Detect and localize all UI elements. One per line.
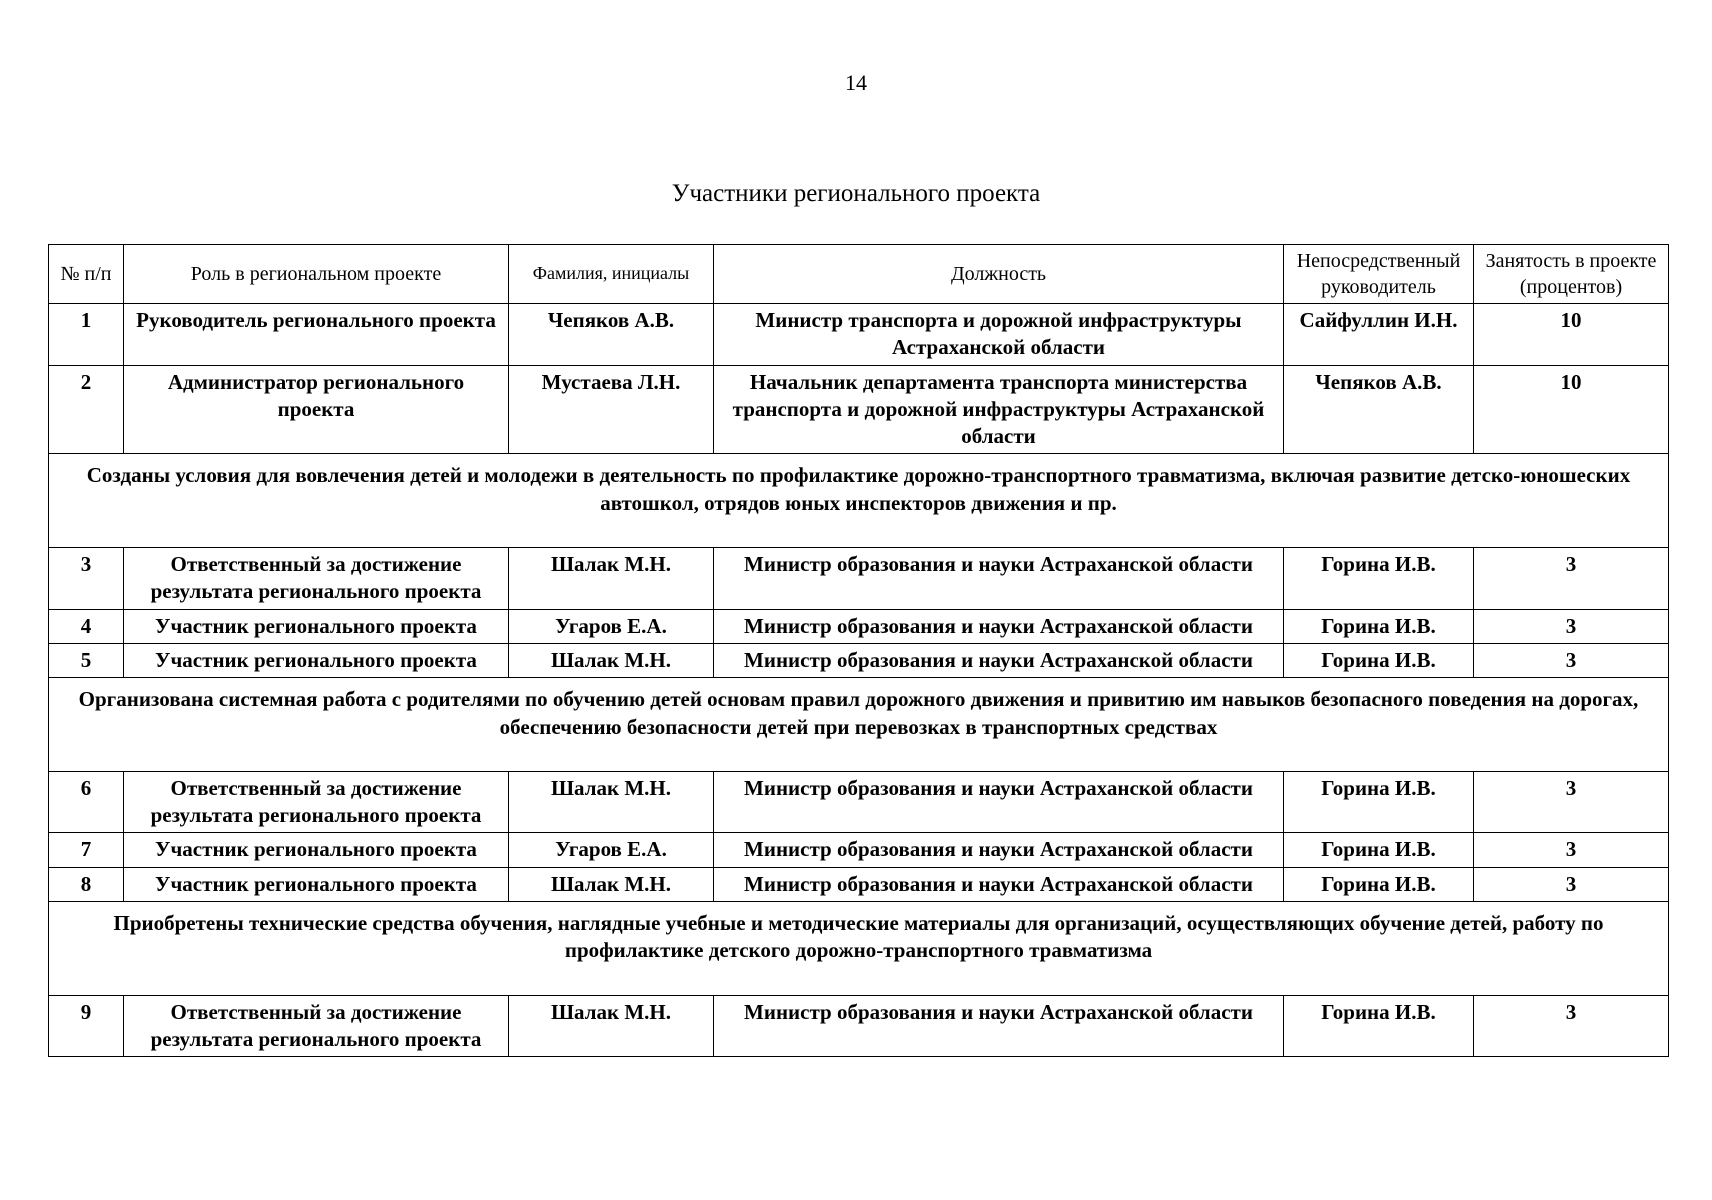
header-employment: Занятость в проекте (процентов) (1474, 245, 1669, 304)
cell-supervisor: Горина И.В. (1284, 867, 1474, 901)
cell-num: 5 (49, 643, 124, 677)
header-role: Роль в региональном проекте (124, 245, 509, 304)
table-row (49, 609, 1669, 643)
table-row (49, 304, 1669, 366)
table-row (49, 833, 1669, 867)
cell-position: Министр образования и науки Астраханской области (714, 548, 1284, 610)
cell-role: Руководитель регионального проекта (124, 304, 509, 366)
cell-position: Министр образования и науки Астраханской области (714, 643, 1284, 677)
cell-name: Шалак М.Н. (509, 995, 714, 1057)
cell-name: Чепяков А.В. (509, 304, 714, 366)
cell-num: 2 (49, 365, 124, 454)
cell-role: Участник регионального проекта (124, 643, 509, 677)
cell-name: Угаров Е.А. (509, 609, 714, 643)
cell-name: Шалак М.Н. (509, 643, 714, 677)
cell-num: 3 (49, 548, 124, 610)
cell-role: Участник регионального проекта (124, 833, 509, 867)
cell-supervisor: Горина И.В. (1284, 643, 1474, 677)
cell-supervisor: Сайфуллин И.Н. (1284, 304, 1474, 366)
cell-num: 6 (49, 771, 124, 833)
cell-name: Шалак М.Н. (509, 867, 714, 901)
table-row (49, 548, 1669, 610)
cell-supervisor: Горина И.В. (1284, 548, 1474, 610)
cell-position: Министр образования и науки Астраханской области (714, 609, 1284, 643)
cell-num: 4 (49, 609, 124, 643)
header-position: Должность (714, 245, 1284, 304)
table-row (49, 643, 1669, 677)
cell-employment: 3 (1474, 867, 1669, 901)
cell-employment: 3 (1474, 609, 1669, 643)
section-title: Приобретены технические средства обучения, наглядные учебные и методические материалы для организаций, осуществляющих обучение детей, работу по профилактике детского дорожно-транспортного травматизма (49, 902, 1669, 996)
cell-role: Ответственный за достижение результата регионального проекта (124, 995, 509, 1057)
cell-role: Участник регионального проекта (124, 609, 509, 643)
section-title: Организована системная работа с родителями по обучению детей основам правил дорожного движения и привитию им навыков безопасного поведения на дорогах, обеспечению безопасности детей при перевозках в транспортных средствах (49, 678, 1669, 772)
cell-employment: 10 (1474, 304, 1669, 366)
cell-supervisor: Чепяков А.В. (1284, 365, 1474, 454)
cell-role: Ответственный за достижение результата регионального проекта (124, 548, 509, 610)
header-name: Фамилия, инициалы (509, 245, 714, 304)
cell-num: 1 (49, 304, 124, 366)
cell-name: Шалак М.Н. (509, 771, 714, 833)
section-row (49, 678, 1669, 772)
cell-position: Министр образования и науки Астраханской области (714, 867, 1284, 901)
cell-supervisor: Горина И.В. (1284, 995, 1474, 1057)
cell-supervisor: Горина И.В. (1284, 833, 1474, 867)
cell-role: Участник регионального проекта (124, 867, 509, 901)
cell-position: Министр образования и науки Астраханской области (714, 833, 1284, 867)
section-title: Созданы условия для вовлечения детей и молодежи в деятельность по профилактике дорожно-транспортного травматизма, включая развитие детско-юношеских автошкол, отрядов юных инспекторов движения и пр. (49, 454, 1669, 548)
cell-position: Начальник департамента транспорта министерства транспорта и дорожной инфраструктуры Астраханской области (714, 365, 1284, 454)
table-row (49, 867, 1669, 901)
table-row (49, 771, 1669, 833)
cell-employment: 3 (1474, 833, 1669, 867)
cell-position: Министр образования и науки Астраханской области (714, 995, 1284, 1057)
header-num: № п/п (49, 245, 124, 304)
cell-num: 8 (49, 867, 124, 901)
cell-name: Угаров Е.А. (509, 833, 714, 867)
cell-employment: 3 (1474, 995, 1669, 1057)
participants-table (48, 244, 1669, 1057)
cell-employment: 3 (1474, 643, 1669, 677)
cell-supervisor: Горина И.В. (1284, 771, 1474, 833)
cell-employment: 10 (1474, 365, 1669, 454)
cell-position: Министр образования и науки Астраханской области (714, 771, 1284, 833)
cell-role: Администратор регионального проекта (124, 365, 509, 454)
cell-name: Мустаева Л.Н. (509, 365, 714, 454)
cell-employment: 3 (1474, 548, 1669, 610)
page-title: Участники регионального проекта (671, 180, 1041, 207)
table-header-row (49, 245, 1669, 304)
cell-num: 7 (49, 833, 124, 867)
section-row (49, 454, 1669, 548)
table-row (49, 365, 1669, 454)
section-row (49, 902, 1669, 996)
cell-role: Ответственный за достижение результата регионального проекта (124, 771, 509, 833)
table-row (49, 995, 1669, 1057)
cell-employment: 3 (1474, 771, 1669, 833)
cell-position: Министр транспорта и дорожной инфраструктуры Астраханской области (714, 304, 1284, 366)
page-number: 14 (845, 70, 867, 95)
cell-supervisor: Горина И.В. (1284, 609, 1474, 643)
cell-name: Шалак М.Н. (509, 548, 714, 610)
cell-num: 9 (49, 995, 124, 1057)
header-supervisor: Непосредственный руководитель (1284, 245, 1474, 304)
